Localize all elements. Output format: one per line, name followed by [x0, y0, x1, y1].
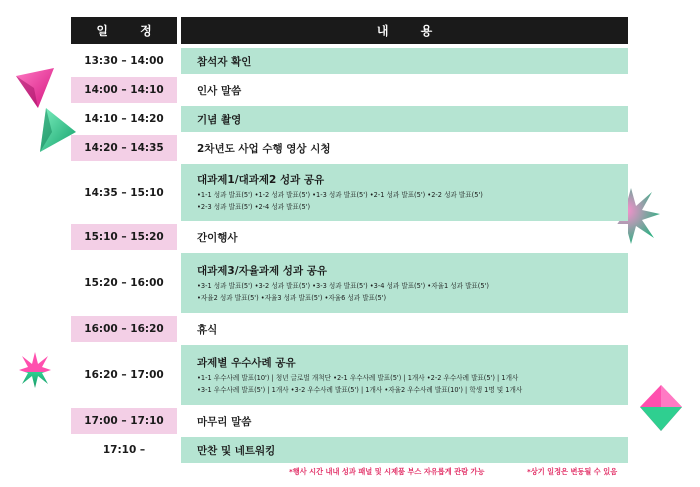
- row-time: 15:20 – 16:00: [84, 277, 164, 289]
- row-time: 14:35 – 15:10: [84, 186, 164, 199]
- schedule-table: [71, 17, 628, 466]
- row-title: 마무리 말씀: [197, 415, 252, 428]
- row-time: 16:20 – 17:00: [84, 369, 164, 381]
- row-title: 과제별 우수사례 공유: [197, 356, 296, 369]
- row-detail-line: •자율2 성과 발표(5') •자율3 성과 발표(5') •자율6 성과 발표(5'): [197, 293, 387, 302]
- schedule-row: [71, 77, 628, 103]
- schedule-row: [71, 408, 628, 434]
- row-detail-line: •3-1 우수사례 발표(5') | 1개사 •3-2 우수사례 발표(5') | 1개사 •자율2 우수사례 발표(10') | 학생 1명 및 1개사: [197, 385, 523, 394]
- time-column-header: 일 정: [71, 17, 177, 44]
- row-title: 간이행사: [197, 231, 238, 244]
- row-time: 16:00 – 16:20: [71, 316, 177, 342]
- footnote-exhibition: *행사 시간 내내 성과 패널 및 시제품 부스 자유롭게 관람 가능: [289, 467, 485, 476]
- row-title: 참석자 확인: [197, 55, 252, 68]
- row-time: 14:20 – 14:35: [71, 135, 177, 161]
- content-column-header: 내 용: [181, 17, 628, 44]
- row-title: 대과제1/대과제2 성과 공유: [197, 174, 325, 186]
- schedule-row: [71, 316, 628, 342]
- row-title: 인사 말씀: [197, 84, 242, 97]
- spiky-star-decoration: [18, 350, 52, 390]
- row-title: 2차년도 사업 수행 영상 시청: [197, 142, 331, 155]
- row-time: 17:00 – 17:10: [71, 408, 177, 434]
- schedule-row: [71, 437, 628, 463]
- row-title: 기념 촬영: [197, 113, 242, 126]
- row-time: 14:10 – 14:20: [84, 113, 164, 125]
- schedule-row: [71, 345, 628, 405]
- row-detail-line: •3-1 성과 발표(5') •3-2 성과 발표(5') •3-3 성과 발표(5') •3-4 성과 발표(5') •자율1 성과 발표(5'): [197, 281, 489, 290]
- row-time: 15:10 – 15:20: [71, 224, 177, 250]
- row-title: 휴식: [197, 323, 218, 336]
- row-detail-line: •1-1 우수사례 발표(10') | 청년 글로벌 개척단 •2-1 우수사례 발표(5') | 1개사 •2-2 우수사례 발표(5') | 1개사: [197, 373, 519, 382]
- pink-triangle-decoration: [14, 66, 56, 110]
- row-title: 대과제3/자율과제 성과 공유: [197, 264, 328, 277]
- table-header: [71, 17, 628, 44]
- row-detail-line: •2-3 성과 발표(5') •2-4 성과 발표(5'): [197, 203, 311, 211]
- schedule-row: [71, 253, 628, 313]
- schedule-row: [71, 106, 628, 132]
- schedule-row: [71, 48, 628, 74]
- row-time: 17:10 –: [102, 444, 146, 456]
- diamond-decoration: [638, 383, 684, 433]
- row-time: 14:00 – 14:10: [71, 77, 177, 103]
- row-detail-line: •1-1 성과 발표(5') •1-2 성과 발표(5') •1-3 성과 발표(5') •2-1 성과 발표(5') •2-2 성과 발표(5'): [197, 191, 483, 199]
- schedule-row: [71, 164, 628, 221]
- row-time: 13:30 – 14:00: [84, 55, 164, 67]
- schedule-row: [71, 224, 628, 250]
- row-title: 만찬 및 네트워킹: [197, 444, 276, 457]
- footnote-schedule-change: *상기 일정은 변동될 수 있음: [527, 467, 618, 476]
- schedule-row: [71, 135, 628, 161]
